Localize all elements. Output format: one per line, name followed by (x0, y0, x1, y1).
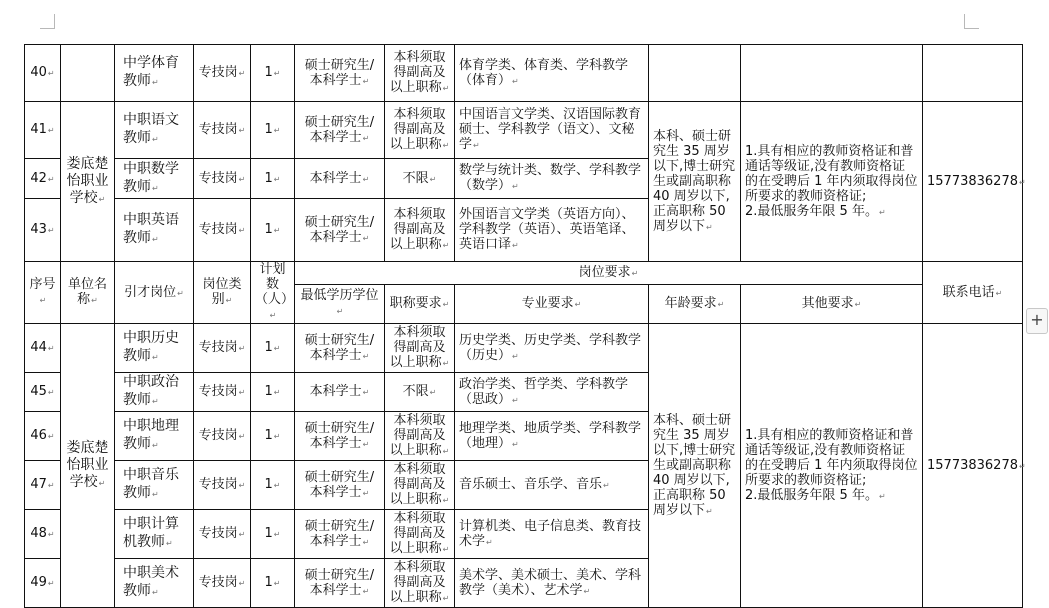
title-cell: 本科须取得副高及以上职称↵ (385, 461, 455, 510)
major-cell: 美术学、美术硕士、美术、学科教学（美术）、艺术学↵ (455, 559, 649, 608)
major-cell: 计算机类、电子信息类、教育技术学↵ (455, 510, 649, 559)
major-cell: 历史学类、历史学类、学科教学（历史）↵ (455, 324, 649, 373)
category-cell: 专技岗↵ (194, 559, 251, 608)
category-cell: 专技岗↵ (194, 324, 251, 373)
seq-cell: 41↵ (25, 102, 61, 159)
plan-cell: 1↵ (251, 45, 295, 102)
unit-cell-empty (61, 45, 115, 102)
position-cell: 中职政治教师↵ (115, 373, 194, 412)
phone-cell-empty (923, 45, 1023, 102)
title-cell: 本科须取得副高及以上职称↵ (385, 412, 455, 461)
category-cell: 专技岗↵ (194, 45, 251, 102)
major-cell: 地理学类、地质学类、学科教学（地理）↵ (455, 412, 649, 461)
plan-cell: 1↵ (251, 102, 295, 159)
edu-cell: 硕士研究生/本科学士↵ (295, 559, 385, 608)
title-cell: 本科须取得副高及以上职称↵ (385, 559, 455, 608)
add-row-icon[interactable]: + (1026, 308, 1048, 334)
position-cell: 中职数学教师↵ (115, 159, 194, 199)
age-requirement-cell: 本科、硕士研究生 35 周岁以下,博士研究生或副高职称 40 周岁以下,正高职称 50 周岁以下↵ (649, 102, 741, 262)
plan-cell: 1↵ (251, 461, 295, 510)
plan-cell: 1↵ (251, 559, 295, 608)
seq-cell: 47↵ (25, 461, 61, 510)
title-cell: 不限↵ (385, 159, 455, 199)
header-major: 专业要求↵ (455, 284, 649, 323)
category-cell: 专技岗↵ (194, 199, 251, 262)
header-seq: 序号↵ (25, 262, 61, 324)
header-unit: 单位名称↵ (61, 262, 115, 324)
unit-cell: 娄底楚怡职业学校↵ (61, 324, 115, 608)
seq-cell: 42↵ (25, 159, 61, 199)
category-cell: 专技岗↵ (194, 159, 251, 199)
table-row (25, 102, 1023, 159)
seq-cell: 43↵ (25, 199, 61, 262)
seq-cell: 49↵ (25, 559, 61, 608)
header-category: 岗位类别↵ (194, 262, 251, 324)
position-cell: 中职美术教师↵ (115, 559, 194, 608)
phone-cell: 15773836278↵ (923, 324, 1023, 608)
major-cell: 体育学类、体育类、学科教学（体育）↵ (455, 45, 649, 102)
category-cell: 专技岗↵ (194, 102, 251, 159)
edu-cell: 硕士研究生/本科学士↵ (295, 102, 385, 159)
plan-cell: 1↵ (251, 159, 295, 199)
seq-cell: 46↵ (25, 412, 61, 461)
unit-cell: 娄底楚怡职业学校↵ (61, 102, 115, 262)
position-cell: 中职历史教师↵ (115, 324, 194, 373)
title-cell: 本科须取得副高及以上职称↵ (385, 324, 455, 373)
edu-cell: 硕士研究生/本科学士↵ (295, 412, 385, 461)
header-edu: 最低学历学位↵ (295, 284, 385, 323)
category-cell: 专技岗↵ (194, 373, 251, 412)
age-cell-empty (649, 45, 741, 102)
position-cell: 中学体育教师↵ (115, 45, 194, 102)
edu-cell: 本科学士↵ (295, 159, 385, 199)
header-requirements: 岗位要求↵ (295, 262, 923, 285)
page-corner-top-left (40, 14, 55, 29)
other-requirement-cell: 1.具有相应的教师资格证和普通话等级证,没有教师资格证的在受聘后 1 年内须取得岗位所要求的教师资格证; 2.最低服务年限 5 年。↵ (741, 102, 923, 262)
major-cell: 中国语言文学类、汉语国际教育硕士、学科教学（语文）、文秘学↵ (455, 102, 649, 159)
plan-cell: 1↵ (251, 373, 295, 412)
position-cell: 中职计算机教师↵ (115, 510, 194, 559)
seq-cell: 45↵ (25, 373, 61, 412)
title-cell: 本科须取得副高及以上职称↵ (385, 199, 455, 262)
edu-cell: 硕士研究生/本科学士↵ (295, 45, 385, 102)
recruitment-table (24, 44, 1026, 608)
header-position: 引才岗位↵ (115, 262, 194, 324)
header-title: 职称要求↵ (385, 284, 455, 323)
phone-cell: 15773836278↵ (923, 102, 1023, 262)
plan-cell: 1↵ (251, 412, 295, 461)
table-row (25, 45, 1023, 102)
edu-cell: 硕士研究生/本科学士↵ (295, 510, 385, 559)
major-cell: 外国语言文学类（英语方向）、学科教学（英语）、英语笔译、英语口译↵ (455, 199, 649, 262)
edu-cell: 硕士研究生/本科学士↵ (295, 199, 385, 262)
header-plan: 计划数（人）↵ (251, 262, 295, 324)
position-cell: 中职地理教师↵ (115, 412, 194, 461)
position-cell: 中职语文教师↵ (115, 102, 194, 159)
title-cell: 本科须取得副高及以上职称↵ (385, 102, 455, 159)
other-cell-empty (741, 45, 923, 102)
category-cell: 专技岗↵ (194, 412, 251, 461)
edu-cell: 本科学士↵ (295, 373, 385, 412)
seq-cell: 40↵ (25, 45, 61, 102)
header-other: 其他要求↵ (741, 284, 923, 323)
category-cell: 专技岗↵ (194, 510, 251, 559)
position-cell: 中职音乐教师↵ (115, 461, 194, 510)
category-cell: 专技岗↵ (194, 461, 251, 510)
title-cell: 本科须取得副高及以上职称↵ (385, 510, 455, 559)
header-row (25, 262, 1023, 285)
title-cell: 本科须取得副高及以上职称↵ (385, 45, 455, 102)
page-corner-top-right (964, 14, 979, 29)
major-cell: 数学与统计类、数学、学科教学（数学）↵ (455, 159, 649, 199)
seq-cell: 44↵ (25, 324, 61, 373)
header-age: 年龄要求↵ (649, 284, 741, 323)
seq-cell: 48↵ (25, 510, 61, 559)
edu-cell: 硕士研究生/本科学士↵ (295, 461, 385, 510)
plan-cell: 1↵ (251, 324, 295, 373)
header-phone: 联系电话↵ (923, 262, 1023, 324)
major-cell: 音乐硕士、音乐学、音乐↵ (455, 461, 649, 510)
other-requirement-cell: 1.具有相应的教师资格证和普通话等级证,没有教师资格证的在受聘后 1 年内须取得岗位所要求的教师资格证; 2.最低服务年限 5 年。↵ (741, 324, 923, 608)
title-cell: 不限↵ (385, 373, 455, 412)
plan-cell: 1↵ (251, 510, 295, 559)
table-row (25, 324, 1023, 373)
edu-cell: 硕士研究生/本科学士↵ (295, 324, 385, 373)
plan-cell: 1↵ (251, 199, 295, 262)
position-cell: 中职英语教师↵ (115, 199, 194, 262)
age-requirement-cell: 本科、硕士研究生 35 周岁以下,博士研究生或副高职称 40 周岁以下,正高职称 50 周岁以下↵ (649, 324, 741, 608)
major-cell: 政治学类、哲学类、学科教学（思政）↵ (455, 373, 649, 412)
